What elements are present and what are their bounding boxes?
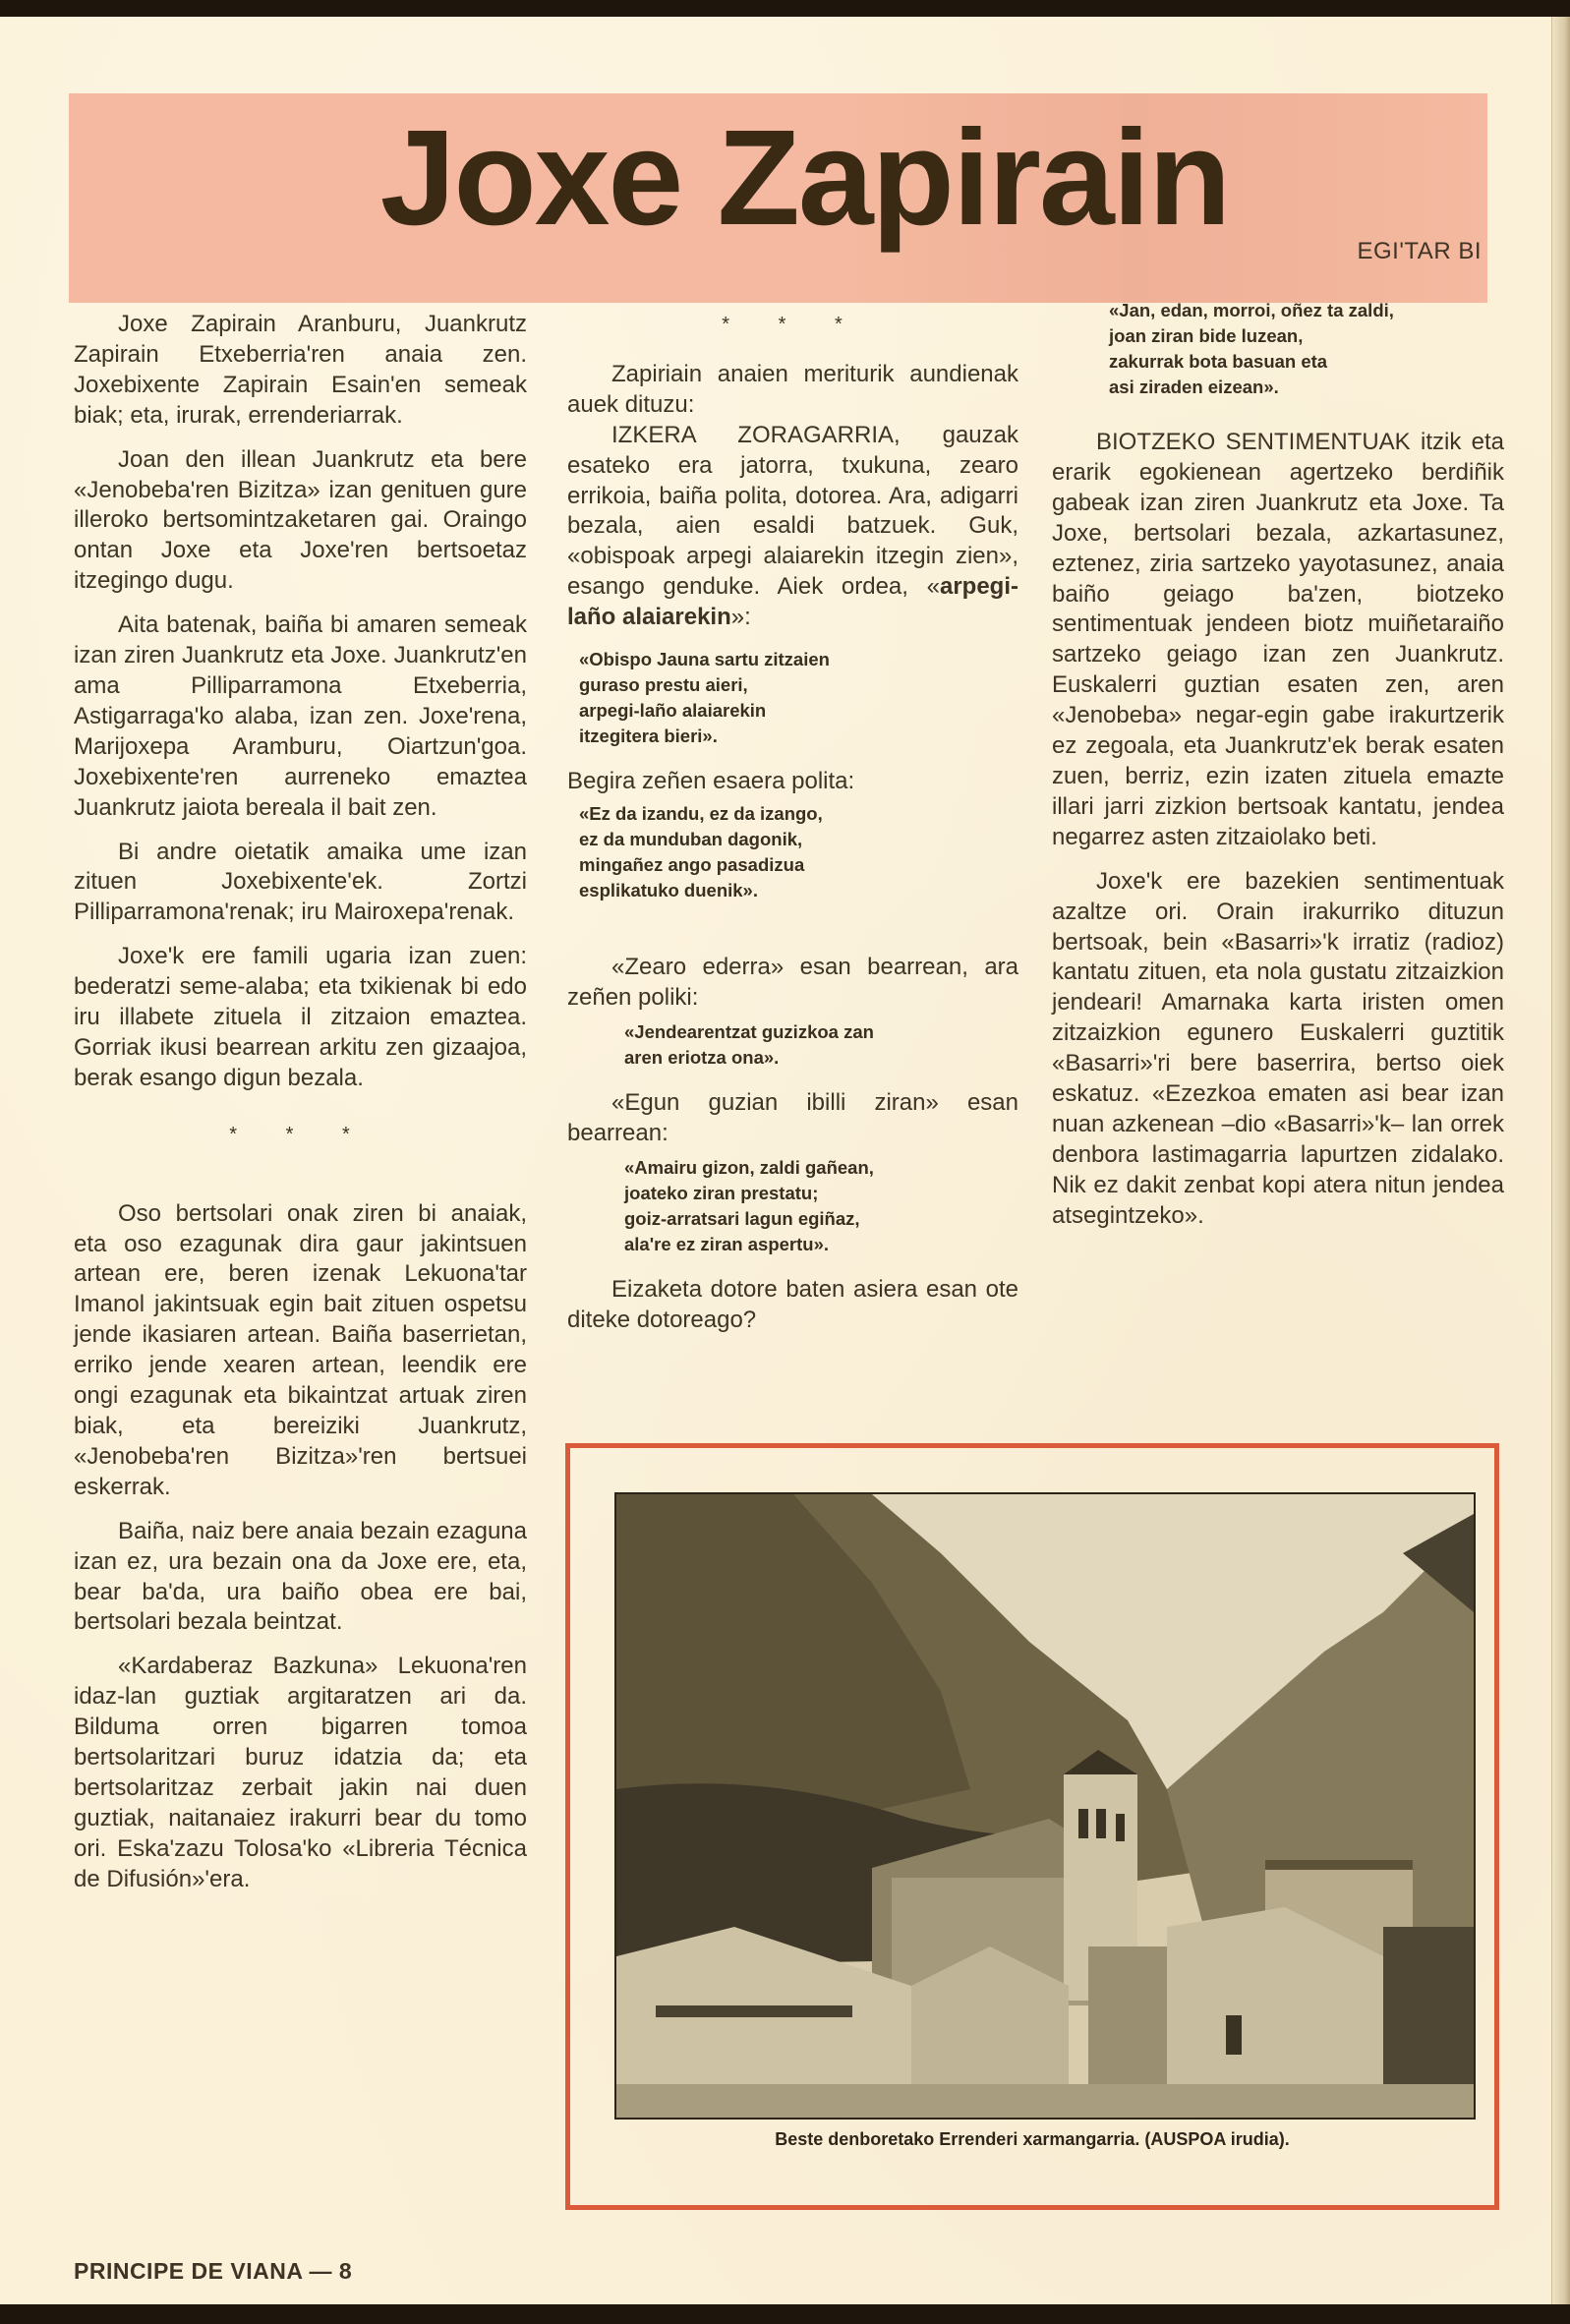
- town-illustration: [614, 1492, 1476, 2120]
- section-separator: * * *: [229, 1123, 372, 1145]
- paragraph-text: »:: [730, 604, 751, 631]
- verse-quote: [567, 1019, 1018, 1071]
- paragraph: «Egun guzian ibilli ziran» esan bearrean:: [567, 1088, 1018, 1146]
- page-footer: PRINCIPE DE VIANA — 8: [74, 2258, 353, 2284]
- paragraph: Joan den illean Juankrutz eta bere «Jenobeba'ren Bizitza» izan genituen gure illeroko bertsomintzaketaren gai. Oraingo ontan Joxe eta Joxe'ren bertsoetaz itzegingo dugu.: [74, 445, 527, 595]
- verse-line: «Jendearentzat guzizkoa zan: [624, 1020, 874, 1042]
- paragraph: «Kardaberaz Bazkuna» Lekuona'ren idaz-lan guztiak argitaratzen ari da. Bilduma orren bigarren tomoa bertsolaritzari buruz idatzia da; eta bertsolaritzaz zerbait jakin nai duen guztiak, naitanaiez irakurri bear du tomo ori. Eska'zazu Tolosa'ko «Libreria Técnica de Difusión»'era.: [74, 1653, 527, 1892]
- verse-quote: [567, 1155, 1018, 1257]
- paragraph: Oso bertsolari onak ziren bi anaiak, eta oso ezagunak dira gaur jakintsuen artean ere, beren izenak Lekuona'tar Imanol jakintsuak egin bait zituen ospetsu jende ikasiaren artean. Baiña baserrietan, erriko jende xearen artean, leendik ere ongi ezagunak eta bikaintzat artuak ziren biak, eta bereiziki Juankrutz, «Jenobeba'ren Bizitza»'ren bertsuei eskerrak.: [74, 1199, 527, 1500]
- paragraph: Joxe'k ere bazekien sentimentuak azaltze ori. Orain irakurriko dituzun bertsoak, bein «Basarri»'k irratiz (radioz) kantatu zituen, eta nola gustatu zitzaizkion jendeari! Amarnaka karta iristen omen zitzaizkion egunero Euskalerri guztitik «Basarri»'ri bere baserrira, bertso oiek eskatuz. «Ezezkoa ematen asi bear izan nuan azkenean –dio «Basarri»'k– lan orrek denbora lastimagarria lapurtzen zidalako. Nik ez dakit zenbat kopi atera nitun jendea atsegintzeko».: [1052, 867, 1504, 1229]
- verse-line: zakurrak bota basuan eta: [1109, 351, 1328, 372]
- column-1: [74, 310, 527, 1909]
- verse-line: arpegi-laño alaiarekin: [579, 700, 767, 722]
- verse-line: «Jan, edan, morroi, oñez ta zaldi,: [1109, 300, 1394, 320]
- verse-line: joateko ziran prestatu;: [624, 1182, 819, 1203]
- verse-line: aren eriotza ona».: [624, 1046, 780, 1068]
- verse-line: guraso prestu aieri,: [579, 674, 748, 696]
- verse-line: mingañez ango pasadizua: [579, 853, 805, 875]
- verse-line: ez da munduban dagonik,: [579, 828, 803, 849]
- verse-line: itzegitera bieri».: [579, 726, 718, 747]
- paragraph: Joxe Zapirain Aranburu, Juankrutz Zapirain Etxeberria'ren anaia zen. Joxebixente Zapirain Esain'en semeak biak; eta, irurak, errenderiarrak.: [74, 311, 527, 429]
- verse-line: asi ziraden eizean».: [1109, 377, 1279, 397]
- errenderi-engraving: [616, 1494, 1474, 2118]
- paragraph-text: IZKERA ZORAGARRIA, gauzak esateko era jatorra, txukuna, zearo errikoia, baiña polita, dotorea. Ara, adigarri bezala, aien esaldi batzuek. Guk, «obispoak arpegi alaiarekin itzegin zien», esango genduke. Aiek ordea, «: [567, 421, 1018, 601]
- verse-line: «Obispo Jauna sartu zitzaien: [579, 649, 830, 670]
- paragraph: BIOTZEKO SENTIMENTUAK itzik eta erarik egokienean agertzeko berdiñik gabeak izan ziren Juankrutz eta Joxe. Ta Joxe, bertsolari bezala, azkartasunez, eztenez, ziria sartzeko yayotasunez, anaia baiño geiago ba'zen, biotzeko sentimentuak jendeen biotz muiñetaraiño sartzeko geiago izan zen Juankrutz. Euskalerri guztian esaten zen, aren «Jenobeba» negar-egin gabe irakurtzerik ez zegoala, eta Juankrutz'ek berak esaten zuen, berriz, ezin izaten zituela emazte illari jarri zizkion bertsoak kantatu, jendea negarrez asten zitzaiolako beti.: [1052, 429, 1504, 850]
- section-label: EGI'TAR BI: [1357, 238, 1482, 264]
- verse-line: «Ez da izandu, ez da izango,: [579, 802, 823, 824]
- column-2: [567, 310, 1018, 1349]
- verse-line: joan ziran bide luzean,: [1109, 325, 1304, 346]
- paragraph: Joxe'k ere famili ugaria izan zuen: bederatzi seme-alaba; eta txikienak bi edo iru illabete zituela il zitzaion emaztea. Gorriak ikusi bearrean arkitu zen gizaajoa, berak esango digun bezala.: [74, 943, 527, 1091]
- column-3: [1052, 298, 1504, 1246]
- paragraph: «Zearo ederra» esan bearrean, ara zeñen poliki:: [567, 953, 1018, 1011]
- verse-line: esplikatuko duenik».: [579, 879, 758, 901]
- paragraph: Zapiriain anaien meriturik aundienak auek dituzu:: [567, 360, 1018, 418]
- page-edge: [1551, 17, 1570, 2304]
- paragraph: Bi andre oietatik amaika ume izan zituen Joxebixente'ek. Zortzi Pilliparramona'renak; iru Mairoxepa'renak.: [74, 838, 527, 926]
- paragraph: Aita batenak, baiña bi amaren semeak izan ziren Juankrutz eta Joxe. Juankrutz'en ama Pilliparramona Etxeberria, Astigarraga'ko alaba, izan zen. Joxe'rena, Marijoxepa Aramburu, Oiartzun'goa. Joxebixente'ren aurreneko emaztea Juankrutz jaiota bereala il bait zen.: [74, 611, 527, 821]
- paragraph: Begira zeñen esaera polita:: [567, 768, 855, 795]
- paragraph: [567, 421, 1018, 633]
- verse-line: goiz-arratsari lagun egiñaz,: [624, 1207, 860, 1229]
- paragraph: Eizaketa dotore baten asiera esan ote diteke dotoreago?: [567, 1275, 1018, 1333]
- verse-line: «Amairu gizon, zaldi gañean,: [624, 1156, 874, 1178]
- verse-line: ala're ez ziran aspertu».: [624, 1233, 829, 1254]
- section-separator: * * *: [722, 314, 864, 335]
- verse-quote: [1052, 298, 1504, 400]
- article-title: Joxe Zapirain: [379, 102, 1230, 254]
- emphasis-text: arpegi-laño alaiarekin: [567, 573, 1018, 631]
- paragraph: Baiña, naiz bere anaia bezain ezaguna izan ez, ura bezain ona da Joxe ere, eta, bear ba'da, ura baiño obea ere bai, bertsolari bezala beintzat.: [74, 1517, 527, 1636]
- figure-frame: [565, 1443, 1499, 2210]
- verse-quote: [567, 647, 1018, 749]
- figure-caption: Beste denboretako Errenderi xarmangarria. (AUSPOA irudia).: [775, 2129, 1290, 2149]
- verse-quote: [567, 801, 1018, 903]
